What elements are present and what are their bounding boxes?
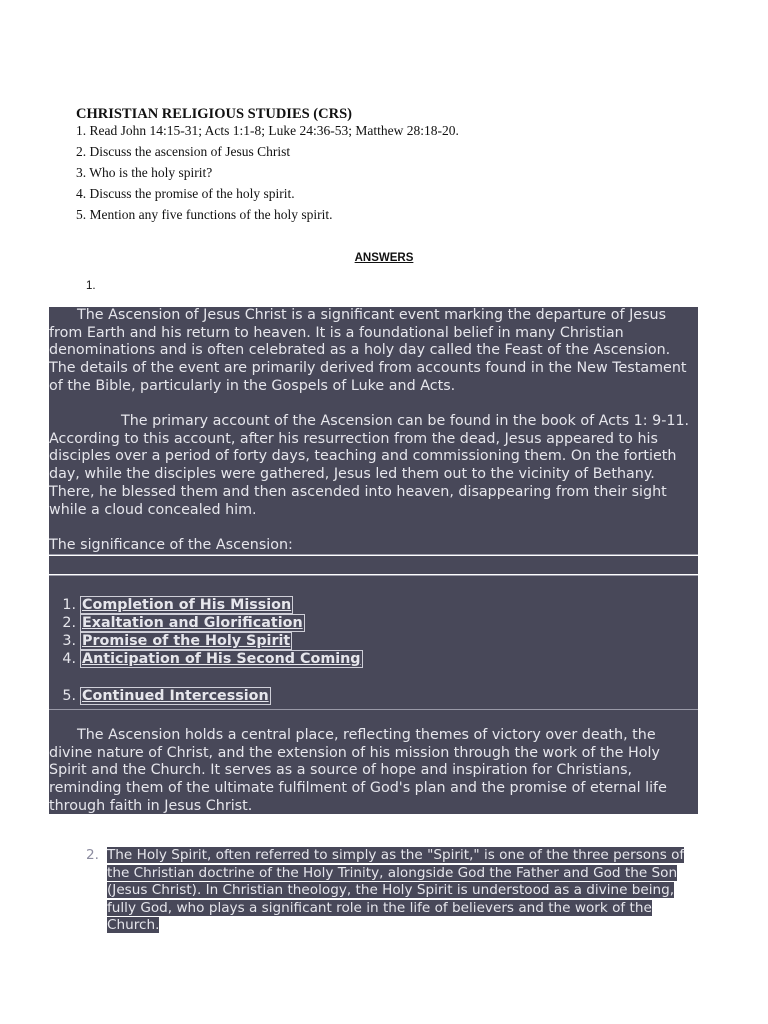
list-item-text: Continued Intercession xyxy=(82,688,269,704)
list-item-text: Exaltation and Glorification xyxy=(82,615,303,631)
significance-heading: The significance of the Ascension: xyxy=(49,520,698,555)
question-3: 3. Who is the holy spirit? xyxy=(76,165,213,180)
document-title: CHRISTIAN RELIGIOUS STUDIES (CRS) xyxy=(76,106,352,122)
answer-1-number: 1. xyxy=(86,280,96,292)
holy-spirit-line: the Christian doctrine of the Holy Trinity, alongside God the Father and God the Son xyxy=(107,864,678,881)
list-item-text: Anticipation of His Second Coming xyxy=(82,651,361,667)
answers-heading: ANSWERS xyxy=(354,252,414,264)
ascension-paragraph-4: The Ascension holds a central place, reflecting themes of victory over death, the divine nature of Christ, and the extension of his mission through the work of the Holy Spirit and the Church. It serves as a source of hope and inspiration for Christians, reminding them of the ultimate fulfilment of God's plan and the promise of eternal life through faith in Jesus Christ. xyxy=(49,727,698,814)
holy-spirit-line: The Holy Spirit, often referred to simply as the "Spirit," is one of the three persons of xyxy=(107,847,685,863)
question-2: 2. Discuss the ascension of Jesus Christ xyxy=(76,144,291,159)
list-item-text: Promise of the Holy Spirit xyxy=(82,633,291,649)
answer-2-number: 2. xyxy=(86,847,99,863)
holy-spirit-paragraph xyxy=(107,847,697,935)
holy-spirit-line: (Jesus Christ). In Christian theology, the Holy Spirit is understood as a divine being, xyxy=(107,882,675,899)
question-5: 5. Mention any five functions of the holy spirit. xyxy=(76,207,333,222)
ascension-paragraph-2-text: The primary account of the Ascension can be found in the book of Acts 1: 9-11. According to this account, after his resurrection from the dead, Jesus appeared to his disciples over a period of forty days, teaching and commissioning them. On the fortieth day, while the disciples were gathered, Jesus led them out to the vicinity of Bethany. There, he blessed them and then ascended into heaven, disappearing from their sight while a cloud concealed him. xyxy=(49,413,690,518)
ascension-paragraph-1: The Ascension of Jesus Christ is a significant event marking the departure of Jesus from Earth and his return to heaven. It is a foundational belief in many Christian denominations and is often celebrated as a holy day called the Feast of the Ascension. The details of the event are primarily derived from accounts found in the New Testament of the Bible, particularly in the Gospels of Luke and Acts. xyxy=(49,307,698,394)
list-item-text: Completion of His Mission xyxy=(82,597,292,613)
list-item: 4. Anticipation of His Second Coming xyxy=(62,651,361,667)
highlight-spacer xyxy=(49,709,698,728)
list-item: 5. Continued Intercession xyxy=(62,688,269,704)
question-1: 1. Read John 14:15-31; Acts 1:1-8; Luke 24:36-53; Matthew 28:18-20. xyxy=(76,123,459,138)
ascension-paragraph-2 xyxy=(49,394,698,520)
holy-spirit-line: fully God, who plays a significant role in the life of believers and the work of the xyxy=(107,899,652,916)
holy-spirit-line: Church. xyxy=(107,917,160,934)
list-item: 3. Promise of the Holy Spirit xyxy=(62,633,291,649)
list-item: 1. Completion of His Mission xyxy=(62,597,292,613)
list-item: 2. Exaltation and Glorification xyxy=(62,615,303,631)
significance-list xyxy=(49,575,698,710)
highlight-spacer xyxy=(49,556,698,574)
question-4: 4. Discuss the promise of the holy spirit. xyxy=(76,186,295,201)
